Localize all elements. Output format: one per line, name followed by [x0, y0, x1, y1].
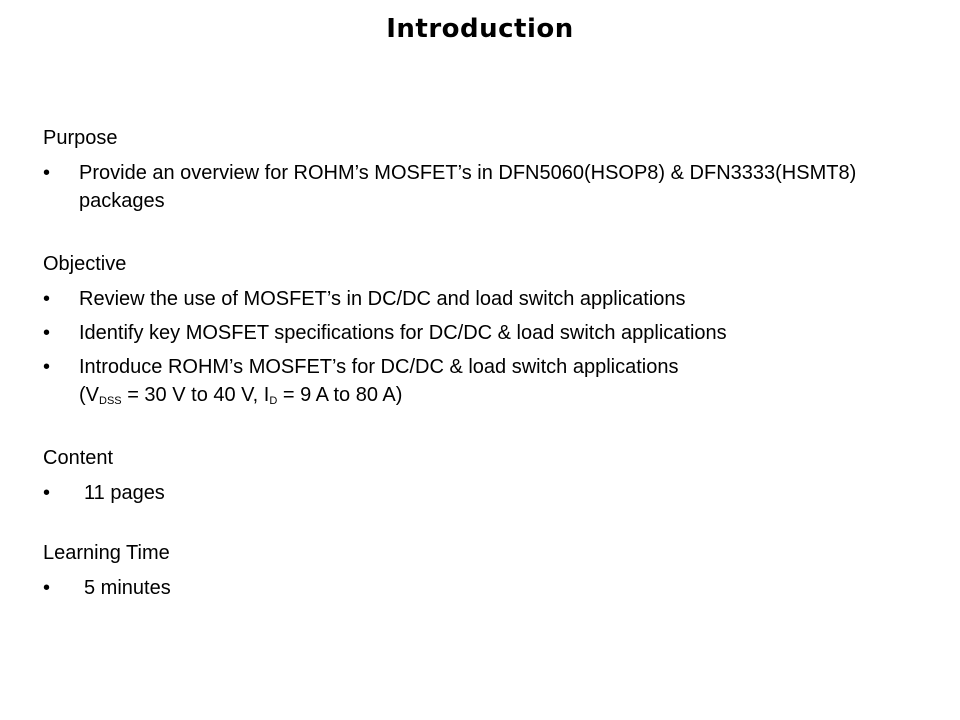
id-subscript: D [269, 395, 278, 407]
purpose-heading: Purpose [43, 127, 118, 149]
purpose-bullet-line1: Provide an overview for ROHM’s MOSFET’s in DFN5060(HSOP8) & DFN3333(HSMT8) [79, 162, 857, 184]
purpose-bullet-line2: packages [79, 190, 165, 212]
objective-bullet-3-text [79, 353, 919, 409]
id-symbol: I [263, 384, 270, 406]
bullet-icon: • [43, 356, 51, 378]
open-paren: ( [79, 384, 86, 406]
bullet-icon: • [43, 322, 51, 344]
bullet-icon: • [43, 577, 51, 599]
content-heading: Content [43, 447, 114, 469]
content-bullet-text: 11 pages [84, 482, 165, 504]
learning-time-bullet-text: 5 minutes [84, 577, 171, 599]
spec-line [79, 384, 402, 406]
vdss-value: = 30 V to 40 V, [121, 384, 264, 406]
objective-bullet-2-text: Identify key MOSFET specifications for DC/DC & load switch applications [79, 322, 727, 344]
bullet-icon: • [43, 162, 51, 184]
objective-bullet-3-line1: Introduce ROHM’s MOSFET’s for DC/DC & load switch applications [79, 356, 679, 378]
objective-heading: Objective [43, 253, 127, 275]
learning-time-heading: Learning Time [43, 542, 170, 564]
objective-bullet-1-text: Review the use of MOSFET’s in DC/DC and load switch applications [79, 288, 686, 310]
slide-title: Introduction [386, 14, 574, 44]
bullet-icon: • [43, 482, 51, 504]
purpose-bullet-text [79, 159, 919, 215]
vdss-symbol: V [85, 384, 100, 406]
bullet-icon: • [43, 288, 51, 310]
vdss-subscript: DSS [99, 395, 122, 407]
id-value: = 9 A to 80 A) [277, 384, 403, 406]
